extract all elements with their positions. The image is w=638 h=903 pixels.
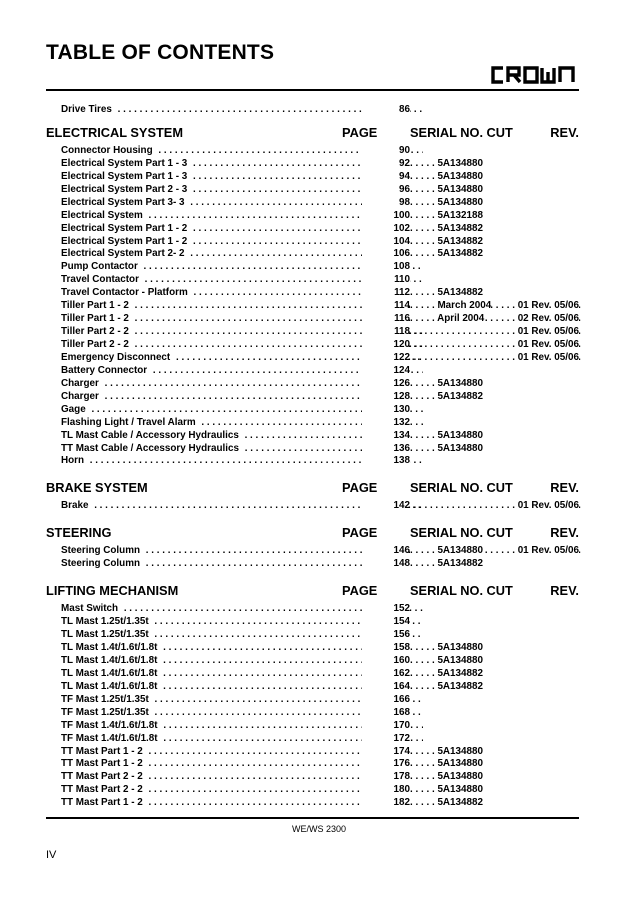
toc-content (46, 104, 579, 814)
entry-rev: 01 Rev. 05/06 (517, 339, 579, 350)
section-header (46, 517, 579, 545)
section-title: LIFTING MECHANISM (46, 583, 179, 599)
entry-serial: . . . 5A134880 (410, 378, 483, 391)
entry-label: TF Mast 1.4t/1.6t/1.8t (61, 733, 161, 744)
entry-label: TL Mast Cable / Accessory Hydraulics (61, 430, 242, 441)
entry-label: Drive Tires (61, 104, 115, 115)
entry-page: 170 (362, 720, 410, 733)
toc-entry (46, 500, 579, 513)
crown-logo (489, 63, 579, 85)
entry-serial: . . . 5A134882 (410, 287, 483, 300)
entry-page: 92 (362, 158, 410, 171)
toc-entry (46, 104, 579, 117)
entry-page: 136 (362, 443, 410, 456)
entry-page: 108 (362, 261, 410, 274)
entry-serial: . . . 5A134880 (410, 443, 483, 456)
entry-label: Emergency Disconnect (61, 352, 173, 363)
section-header (46, 117, 579, 145)
toc-entry (46, 300, 579, 313)
column-header-serial: SERIAL NO. CUT (410, 525, 513, 541)
toc-entry (46, 443, 579, 456)
entry-label: TL Mast 1.4t/1.6t/1.8t (61, 668, 160, 679)
entry-page: 142 (362, 500, 410, 513)
entry-page: 114 (362, 300, 410, 313)
toc-entry (46, 545, 579, 558)
entry-page: 176 (362, 758, 410, 771)
column-header-page: PAGE (342, 124, 378, 140)
entry-label: Charger (61, 378, 102, 389)
entry-page: 174 (362, 746, 410, 759)
entry-serial: . . . April 2004 (410, 313, 484, 326)
toc-entry (46, 352, 579, 365)
entry-page: 154 (362, 616, 410, 629)
entry-page: 118 (362, 326, 410, 339)
toc-entry (46, 746, 579, 759)
entry-page: 132 (362, 417, 410, 430)
entry-serial: . . . 5A134882 (410, 248, 483, 261)
entry-label: TT Mast Part 1 - 2 (61, 797, 146, 808)
entry-page: 180 (362, 784, 410, 797)
column-header-rev: REV. (550, 480, 579, 496)
section-title: STEERING (46, 525, 112, 541)
toc-entry (46, 694, 579, 707)
entry-label: TL Mast 1.4t/1.6t/1.8t (61, 642, 160, 653)
entry-label: TL Mast 1.4t/1.6t/1.8t (61, 681, 160, 692)
entry-rev: 02 Rev. 05/06 (517, 313, 579, 325)
toc-entry (46, 171, 579, 184)
toc-entry (46, 158, 579, 171)
column-header-rev: REV. (550, 525, 579, 541)
entry-page: 160 (362, 655, 410, 668)
entry-page: 120 (362, 339, 410, 352)
entry-page: 112 (362, 287, 410, 300)
column-header-serial: SERIAL NO. CUT (410, 480, 513, 496)
entry-rev: 01 Rev. 05/06 (517, 545, 579, 557)
footer-model: WE/WS 2300 (291, 824, 347, 834)
entry-serial: . . . 5A134880 (410, 545, 483, 558)
entry-page: 106 (362, 248, 410, 261)
entry-serial: . . . 5A134882 (410, 558, 483, 571)
section-title: BRAKE SYSTEM (46, 480, 148, 496)
entry-label: Tiller Part 1 - 2 (61, 313, 132, 324)
toc-entry (46, 313, 579, 326)
entry-label: TF Mast 1.25t/1.35t (61, 707, 152, 718)
entry-page: 98 (362, 197, 410, 210)
toc-entry (46, 223, 579, 236)
entry-page: 166 (362, 694, 410, 707)
entry-page: 158 (362, 642, 410, 655)
entry-serial: . . . 5A134882 (410, 223, 483, 236)
entry-page: 122 (362, 352, 410, 365)
entry-serial: . . . 5A134880 (410, 784, 483, 797)
entry-serial: . . . 5A134882 (410, 236, 483, 249)
toc-entry (46, 326, 579, 339)
entry-serial: . . . 5A134880 (410, 197, 483, 210)
toc-entry (46, 558, 579, 571)
entry-page: 162 (362, 668, 410, 681)
toc-entry (46, 391, 579, 404)
toc-entry (46, 378, 579, 391)
entry-label: Tiller Part 2 - 2 (61, 339, 132, 350)
toc-entry (46, 236, 579, 249)
entry-serial: . . . 5A134880 (410, 758, 483, 771)
entry-label: Tiller Part 2 - 2 (61, 326, 132, 337)
entry-label: TL Mast 1.4t/1.6t/1.8t (61, 655, 160, 666)
entry-label: Electrical System Part 1 - 2 (61, 236, 190, 247)
entry-label: TT Mast Part 1 - 2 (61, 758, 146, 769)
entry-label: Electrical System Part 3- 3 (61, 197, 188, 208)
toc-entry (46, 339, 579, 352)
header-rule (46, 89, 579, 91)
entry-serial: . . . 5A134880 (410, 430, 483, 443)
toc-entry (46, 287, 579, 300)
column-header-serial: SERIAL NO. CUT (410, 583, 513, 599)
section-title: ELECTRICAL SYSTEM (46, 124, 183, 140)
section-header (46, 575, 579, 603)
entry-serial: . . . 5A134882 (410, 668, 483, 681)
entry-label: TL Mast 1.25t/1.35t (61, 616, 152, 627)
entry-page: 124 (362, 365, 410, 378)
entry-label: Charger (61, 391, 102, 402)
entry-page: 134 (362, 430, 410, 443)
entry-page: 86 (362, 104, 410, 117)
column-header-page: PAGE (342, 583, 378, 599)
entry-label: TL Mast 1.25t/1.35t (61, 629, 152, 640)
toc-entry (46, 455, 579, 468)
entry-label: Pump Contactor (61, 261, 141, 272)
entry-serial: . . . 5A134882 (410, 391, 483, 404)
section-header (46, 472, 579, 500)
entry-serial: . . . 5A134882 (410, 797, 483, 810)
entry-page: 178 (362, 771, 410, 784)
toc-entry (46, 681, 579, 694)
entry-label: Electrical System Part 1 - 2 (61, 223, 190, 234)
toc-entry (46, 274, 579, 287)
toc-entry (46, 707, 579, 720)
column-header-page: PAGE (342, 525, 378, 541)
entry-page: 116 (362, 313, 410, 326)
toc-entry (46, 733, 579, 746)
entry-page: 110 (362, 274, 410, 287)
entry-label: Tiller Part 1 - 2 (61, 300, 132, 311)
column-header-rev: REV. (550, 124, 579, 140)
entry-serial: . . . 5A134880 (410, 746, 483, 759)
entry-serial: . . . 5A134880 (410, 184, 483, 197)
section-gap (46, 810, 579, 814)
toc-entry (46, 629, 579, 642)
entry-label: Travel Contactor - Platform (61, 287, 191, 298)
entry-page: 138 (362, 455, 410, 468)
toc-entry (46, 668, 579, 681)
entry-serial: . . . 5A134880 (410, 771, 483, 784)
toc-entry (46, 145, 579, 158)
entry-serial: . . . 5A134880 (410, 171, 483, 184)
entry-label: TT Mast Part 1 - 2 (61, 746, 146, 757)
entry-page: 90 (362, 145, 410, 158)
toc-entry (46, 248, 579, 261)
entry-label: Connector Housing (61, 145, 156, 156)
entry-label: TF Mast 1.25t/1.35t (61, 694, 152, 705)
toc-entry (46, 210, 579, 223)
toc-entry (46, 642, 579, 655)
entry-serial: . . . 5A132188 (410, 210, 483, 223)
entry-page: 126 (362, 378, 410, 391)
entry-page: 182 (362, 797, 410, 810)
page-number: IV (46, 849, 57, 861)
toc-entry (46, 616, 579, 629)
entry-page: 164 (362, 681, 410, 694)
column-header-page: PAGE (342, 480, 378, 496)
entry-rev: 01 Rev. 05/06 (517, 326, 579, 338)
toc-entry (46, 404, 579, 417)
footer-rule (46, 817, 579, 819)
entry-page: 172 (362, 733, 410, 746)
toc-entry (46, 365, 579, 378)
entry-page: 100 (362, 210, 410, 223)
toc-entry (46, 771, 579, 784)
entry-label: Battery Connector (61, 365, 150, 376)
entry-serial: . . . 5A134880 (410, 642, 483, 655)
entry-label: Steering Column (61, 545, 143, 556)
toc-entry (46, 720, 579, 733)
entry-page: 94 (362, 171, 410, 184)
entry-label: Horn (61, 455, 87, 466)
entry-label: Mast Switch (61, 603, 121, 614)
entry-label: Steering Column (61, 558, 143, 569)
entry-page: 104 (362, 236, 410, 249)
entry-label: Electrical System Part 1 - 3 (61, 171, 190, 182)
entry-page: 96 (362, 184, 410, 197)
entry-label: TT Mast Part 2 - 2 (61, 771, 146, 782)
entry-rev: 01 Rev. 05/06 (517, 300, 579, 312)
entry-label: Brake (61, 500, 91, 511)
toc-entry (46, 655, 579, 668)
entry-label: Gage (61, 404, 89, 415)
entry-label: Electrical System (61, 210, 146, 221)
entry-page: 148 (362, 558, 410, 571)
entry-page: 146 (362, 545, 410, 558)
entry-label: TT Mast Part 2 - 2 (61, 784, 146, 795)
entry-serial: . . . 5A134880 (410, 158, 483, 171)
entry-rev: 01 Rev. 05/06 (517, 351, 579, 363)
entry-serial: . . . March 2004 (410, 300, 491, 313)
toc-entry (46, 758, 579, 771)
toc-entry (46, 261, 579, 274)
toc-entry (46, 197, 579, 210)
toc-entry (46, 417, 579, 430)
entry-serial: . . . 5A134880 (410, 655, 483, 668)
entry-page: 156 (362, 629, 410, 642)
toc-entry (46, 430, 579, 443)
column-header-serial: SERIAL NO. CUT (410, 124, 513, 140)
entry-page: 128 (362, 391, 410, 404)
entry-page: 102 (362, 223, 410, 236)
entry-label: TT Mast Cable / Accessory Hydraulics (61, 443, 242, 454)
entry-rev: 01 Rev. 05/06 (517, 500, 579, 512)
entry-label: Flashing Light / Travel Alarm (61, 417, 199, 428)
entry-serial: . . . 5A134882 (410, 681, 483, 694)
column-header-rev: REV. (550, 583, 579, 599)
entry-label: TF Mast 1.4t/1.6t/1.8t (61, 720, 161, 731)
page-title: TABLE OF CONTENTS (46, 41, 275, 64)
entry-label: Electrical System Part 2- 2 (61, 248, 188, 259)
entry-page: 130 (362, 404, 410, 417)
entry-label: Electrical System Part 1 - 3 (61, 158, 190, 169)
toc-entry (46, 797, 579, 810)
entry-label: Travel Contactor (61, 274, 142, 285)
toc-entry (46, 184, 579, 197)
entry-page: 168 (362, 707, 410, 720)
entry-page: 152 (362, 603, 410, 616)
entry-label: Electrical System Part 2 - 3 (61, 184, 190, 195)
toc-entry (46, 784, 579, 797)
toc-entry (46, 603, 579, 616)
